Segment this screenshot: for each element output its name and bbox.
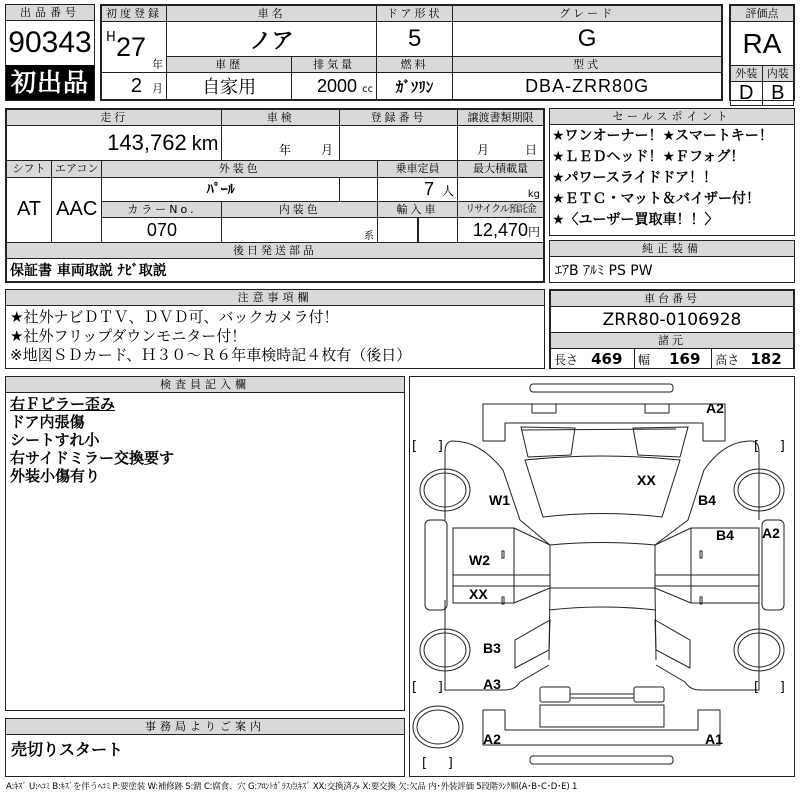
later-parts: 保証書 車両取説 ﾅﾋﾞ取説	[7, 259, 544, 282]
inspector-list	[6, 393, 404, 487]
capacity-label: 乗車定員	[378, 161, 458, 177]
car-name-label: 車名	[167, 6, 377, 22]
sales-point: ★〈ユーザー買取車！！〉	[552, 212, 719, 228]
chassis-label: 車台番号	[551, 291, 794, 307]
chassis-specs-box	[549, 289, 795, 369]
first-registration-year	[102, 22, 167, 73]
import	[378, 218, 458, 243]
specs-label: 諸元	[551, 333, 794, 349]
details-table	[5, 108, 545, 283]
notes-box	[5, 289, 545, 369]
damage-mark: A2	[762, 525, 780, 541]
interior-color-label: 内装色	[222, 202, 378, 218]
damage-diagram	[409, 376, 795, 777]
mileage-label: 走行	[7, 110, 222, 126]
history: 自家用	[167, 73, 292, 100]
score-box	[729, 4, 795, 104]
year-unit: 年	[152, 58, 163, 71]
chassis-number: ZRR80-0106928	[551, 307, 794, 333]
grade: G	[453, 22, 722, 57]
aircon-label: エアコン	[52, 161, 102, 177]
exterior-color-extra	[340, 177, 378, 202]
color-number: 070	[102, 218, 222, 243]
interior-score: B	[762, 82, 794, 106]
exterior-color-label: 外装色	[102, 161, 378, 177]
bracket-marker: [ ]	[412, 680, 443, 695]
first-listing-badge: 初出品	[6, 65, 94, 100]
fuel: ｶﾞｿﾘﾝ	[377, 73, 453, 100]
inspection-label: 車検	[222, 110, 340, 126]
spec-length: 長さ 469	[551, 349, 635, 369]
note-line: ※地図ＳＤカード、Ｈ３０～Ｒ６年車検時記４枚有（後日）	[10, 346, 412, 364]
shift-label: シフト	[7, 161, 52, 177]
sales-point: ★ワンオーナー！★スマートキー！	[552, 128, 773, 144]
displacement-label: 排気量	[292, 57, 377, 73]
sales-point: ★ＬＥＤヘッド！★Ｆフォグ！	[552, 149, 745, 165]
damage-mark: XX	[637, 472, 656, 488]
registration-year: 27	[116, 32, 147, 62]
later-parts-label: 後日発送部品	[7, 243, 544, 259]
interior-score-label: 内装	[762, 66, 794, 82]
notes-label: 注意事項欄	[6, 290, 544, 306]
damage-mark: W1	[489, 492, 510, 508]
lot-box	[5, 4, 95, 101]
spec-height: 高さ 182	[712, 349, 794, 369]
shift: AT	[7, 177, 52, 243]
model-label: 型式	[453, 57, 722, 73]
damage-code-legend: A:ｷｽﾞ U:ﾍｺﾐ B:ｷｽﾞを伴うﾍｺﾐ P:要塗装 W:補修跡 S:錆 C:腐食、穴 G:ﾌﾛﾝﾄｶﾞﾗｽ点ｷｽﾞ XX:交換済み X:要交換 欠:欠品 内･外装評価 5段階ﾗﾝｸ順(A･B･C･D･E) 1	[6, 782, 578, 792]
registration-month: 2 月	[102, 73, 167, 100]
registration-number	[340, 126, 458, 161]
inspection-expiry: 年 月	[222, 126, 340, 161]
factory-equipment-label: 純正装備	[550, 241, 794, 257]
notes-list	[6, 306, 544, 367]
car-outline-diagram	[409, 376, 795, 777]
exterior-color: ﾊﾟｰﾙ	[102, 177, 340, 202]
import-label: 輸入車	[378, 202, 458, 218]
office-box	[5, 718, 405, 777]
bracket-marker: [ ]	[412, 439, 443, 454]
overall-score: RA	[731, 22, 794, 66]
factory-equipment: ｴｱB ｱﾙﾐ PS PW	[555, 263, 653, 279]
max-load-label: 最大積載量	[458, 161, 544, 177]
door-label: ドア形状	[377, 6, 453, 22]
mileage: 143,762 km	[7, 126, 222, 161]
spec-width: 幅 169	[634, 349, 711, 369]
damage-mark: A3	[483, 676, 501, 692]
inspector-line: 右サイドミラー交換要す	[10, 449, 174, 467]
exterior-score: D	[731, 82, 763, 106]
sales-points-list	[550, 125, 794, 232]
lot-label: 出品番号	[6, 5, 94, 21]
note-line: ★社外ナビＤＴＶ、ＤＶＤ可、バックカメラ付！	[10, 308, 339, 326]
bracket-marker: [ ]	[422, 756, 453, 771]
car-name: ノア	[167, 22, 377, 57]
damage-mark: A2	[483, 731, 501, 747]
inspector-line: シートすれ小	[10, 431, 100, 449]
sales-point: ★パワースライドドア！！	[552, 170, 718, 186]
bracket-marker: [ ]	[754, 439, 785, 454]
bracket-marker: [ ]	[754, 680, 785, 695]
recycle-label: リサイクル預託金	[458, 202, 544, 218]
vehicle-info-table	[100, 4, 723, 101]
sales-points-label: セールスポイント	[550, 109, 794, 125]
history-label: 車歴	[167, 57, 292, 73]
displacement: 2000 cc	[292, 73, 377, 100]
damage-mark: A2	[706, 400, 724, 416]
transfer-deadline: 月 日	[458, 126, 544, 161]
damage-mark: W2	[469, 552, 490, 568]
inspector-label: 検査員記入欄	[6, 377, 404, 393]
inspector-line: ドア内張傷	[10, 413, 85, 431]
era: H	[106, 30, 116, 45]
first-registration-label: 初度登録	[102, 6, 167, 22]
doors: 5	[377, 22, 453, 57]
aircon: AAC	[52, 177, 102, 243]
office-note: 売切りスタート	[11, 740, 124, 759]
registration-number-label: 登録番号	[340, 110, 458, 126]
damage-mark: B3	[483, 640, 501, 656]
inspector-line: 右Ｆピラー歪み	[10, 395, 116, 413]
inspector-box	[5, 376, 405, 711]
fuel-label: 燃料	[377, 57, 453, 73]
damage-mark: B4	[716, 527, 734, 543]
factory-equipment-box	[549, 240, 795, 283]
grade-label: グレード	[453, 6, 722, 22]
model: DBA-ZRR80G	[453, 73, 722, 100]
capacity: 7 人	[378, 177, 458, 202]
transfer-deadline-label: 譲渡書類期限	[458, 110, 544, 126]
damage-mark: B4	[698, 492, 716, 508]
damage-mark: XX	[469, 586, 488, 602]
recycle-deposit: 12,470円	[458, 218, 544, 243]
interior-color: 系	[222, 218, 378, 243]
sales-points-box	[549, 108, 795, 236]
inspector-line: 外装小傷有り	[10, 467, 101, 485]
lot-number: 90343	[8, 26, 92, 59]
note-line: ★社外フリップダウンモニター付！	[10, 327, 247, 345]
damage-mark: A1	[705, 731, 723, 747]
score-label: 評価点	[731, 6, 794, 22]
color-number-label: カラーNo.	[102, 202, 222, 218]
exterior-score-label: 外装	[731, 66, 763, 82]
office-label: 事務局よりご案内	[6, 719, 404, 735]
sales-point: ★ＥＴＣ・マット＆バイザー付！	[552, 191, 760, 207]
max-load: kg	[458, 177, 544, 202]
